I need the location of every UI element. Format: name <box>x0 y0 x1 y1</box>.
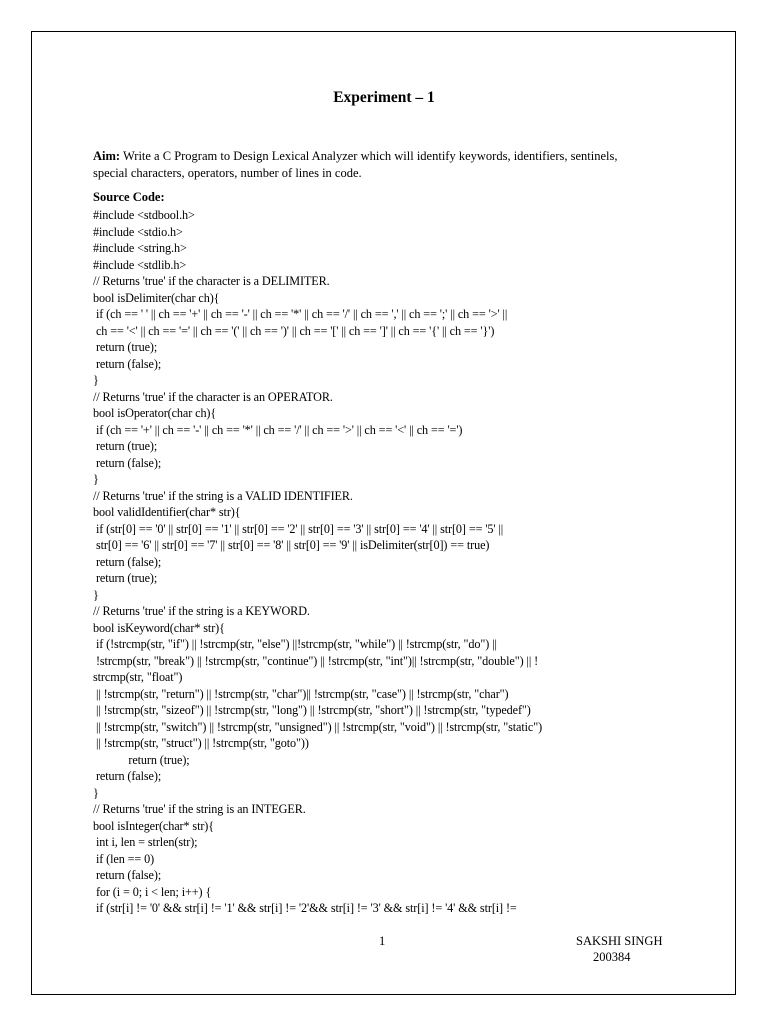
code-line: // Returns 'true' if the string is a VALID IDENTIFIER. <box>93 488 353 503</box>
code-line: return (false); <box>93 356 162 371</box>
code-line: if (!strcmp(str, "if") || !strcmp(str, "else") ||!strcmp(str, "while") || !strcmp(str, "do") || <box>93 637 497 651</box>
code-line: } <box>93 587 99 602</box>
code-line: bool isInteger(char* str){ <box>93 818 215 833</box>
aim-paragraph <box>93 148 653 182</box>
source-code-block <box>93 207 653 917</box>
code-line: return (false); <box>93 868 162 882</box>
code-line: #include <stdbool.h> <box>93 208 195 222</box>
page-title: Experiment – 1 <box>333 89 435 106</box>
code-line: if (ch == ' ' || ch == '+' || ch == '-' || ch == '*' || ch == '/' || ch == ',' || ch == ';' || ch == '>' || <box>93 307 508 321</box>
code-line: // Returns 'true' if the string is an INTEGER. <box>93 802 306 816</box>
code-line: || !strcmp(str, "sizeof") || !strcmp(str, "long") || !strcmp(str, "short") || !strcmp(str, "typedef") <box>93 703 531 717</box>
code-line: } <box>93 785 99 800</box>
code-line: return (false); <box>93 769 162 783</box>
code-line: bool isDelimiter(char ch){ <box>93 290 220 305</box>
code-line: if (str[0] == '0' || str[0] == '1' || str[0] == '2' || str[0] == '3' || str[0] == '4' || str[0] == '5' || <box>93 521 504 536</box>
code-line: bool isKeyword(char* str){ <box>93 620 225 635</box>
source-code-heading: Source Code: <box>93 190 165 204</box>
code-line: return (false); <box>93 554 162 569</box>
code-line: || !strcmp(str, "switch") || !strcmp(str, "unsigned") || !strcmp(str, "void") || !strcmp(str, "static") <box>93 719 543 734</box>
code-line: // Returns 'true' if the character is a DELIMITER. <box>93 274 330 288</box>
code-line: return (true); <box>93 439 158 453</box>
aim-text: Write a C Program to Design Lexical Analyzer which will identify keywords, identifiers, sentinels, special characters, operators, number of lines in code. <box>93 149 618 180</box>
code-line: str[0] == '6' || str[0] == '7' || str[0] == '8' || str[0] == '9' || isDelimiter(str[0]) == true) <box>93 538 490 552</box>
code-line: int i, len = strlen(str); <box>93 835 198 849</box>
code-line: || !strcmp(str, "return") || !strcmp(str, "char")|| !strcmp(str, "case") || !strcmp(str, "char") <box>93 686 509 701</box>
code-line: } <box>93 472 99 486</box>
code-line: return (true); <box>93 340 158 354</box>
code-line: return (false); <box>93 455 162 470</box>
code-line: bool isOperator(char ch){ <box>93 406 217 420</box>
code-line: if (len == 0) <box>93 851 155 866</box>
code-line: for (i = 0; i < len; i++) { <box>93 884 212 899</box>
author-name: SAKSHI SINGH <box>576 934 663 948</box>
roll-number: 200384 <box>593 950 631 964</box>
page-number: 1 <box>379 934 386 948</box>
code-line: return (true); <box>93 571 158 585</box>
code-line: !strcmp(str, "break") || !strcmp(str, "continue") || !strcmp(str, "int")|| !strcmp(str, "double") || ! <box>93 653 539 668</box>
code-line: #include <stdlib.h> <box>93 257 187 272</box>
code-line: || !strcmp(str, "struct") || !strcmp(str, "goto")) <box>93 736 309 750</box>
code-line: strcmp(str, "float") <box>93 670 183 684</box>
code-line: } <box>93 373 99 387</box>
code-line: if (ch == '+' || ch == '-' || ch == '*' || ch == '/' || ch == '>' || ch == '<' || ch == '=') <box>93 422 463 437</box>
code-line: #include <stdio.h> <box>93 224 183 239</box>
code-line: // Returns 'true' if the character is an OPERATOR. <box>93 389 333 404</box>
code-line: // Returns 'true' if the string is a KEYWORD. <box>93 604 310 618</box>
code-line: return (true); <box>93 752 190 767</box>
aim-label: Aim: <box>93 149 121 163</box>
code-line: bool validIdentifier(char* str){ <box>93 505 241 519</box>
code-line: #include <string.h> <box>93 241 187 255</box>
code-line: if (str[i] != '0' && str[i] != '1' && str[i] != '2'&& str[i] != '3' && str[i] != '4' && str[i] != <box>93 901 517 915</box>
code-line: ch == '<' || ch == '=' || ch == '(' || ch == ')' || ch == '[' || ch == ']' || ch == '{' || ch == '}') <box>93 323 495 338</box>
